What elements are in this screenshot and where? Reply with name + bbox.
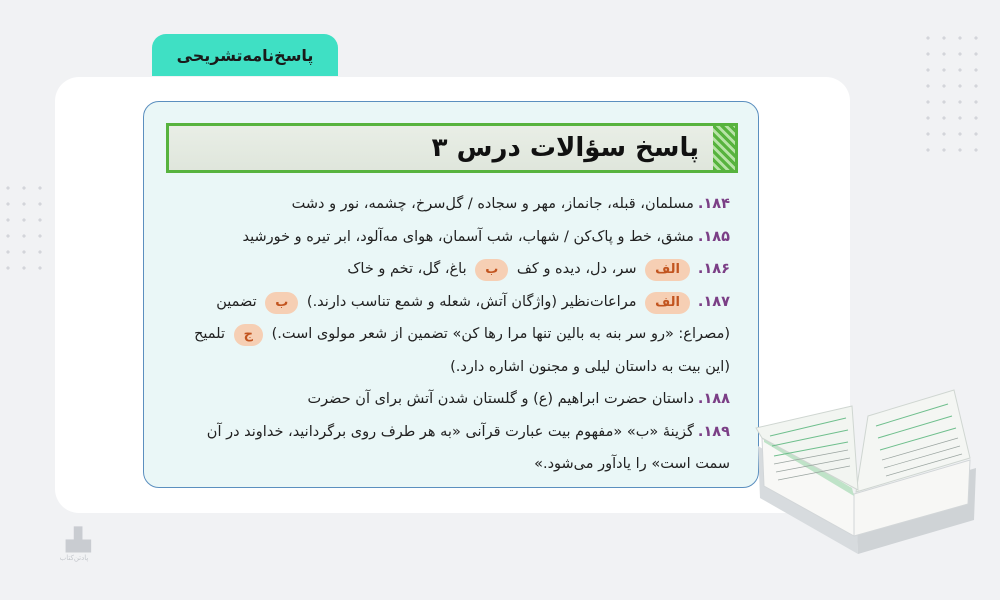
option-badge: ج [234,324,263,346]
answer-text: مراعات‌نظیر (واژگان آتش، شعله و شمع تناسب دارند.) [306,293,637,310]
answer-text: (مصراع: «رو سر بنه به بالین تنها مرا رها کن» تضمین از شعر مولوی است.) [271,326,730,342]
question-number: ۱۸۴. [697,196,730,212]
answer-text: (این بیت به داستان لیلی و مجنون اشاره دارد.) [450,358,730,375]
answer-text: گزینهٔ «ب» «مفهوم بیت عبارت قرآنی «به هر طرف روی برگردانید، خداوند در آن [206,423,694,440]
answer-text: داستان حضرت ابراهیم (ع) و گلستان شدن آتش برای آن حضرت [307,391,694,407]
question-number: ۱۸۷. [697,293,730,310]
answer-text: مسلمان، قبله، جانماز، مهر و سجاده / گل‌سرخ، چشمه، نور و دشت [291,196,694,212]
answer-line [158,351,730,384]
answer-text: باغ، گل، تخم و خاک [347,261,467,277]
answer-line [158,286,730,319]
title-stripe [713,126,735,170]
question-number: ۱۸۹. [697,423,730,440]
lesson-title-bar [166,123,738,173]
answer-text: سر، دل، دیده و کف [516,261,637,277]
answer-text: سمت است» را یادآور می‌شود.» [534,456,730,472]
question-number: ۱۸۸. [697,391,730,407]
decorative-dots [0,180,50,280]
publisher-logo [52,528,96,572]
logo-icon: ▗▙ [57,528,91,553]
answer-panel [143,101,759,488]
answer-text: تضمین [216,293,257,310]
option-badge: ب [475,259,508,281]
decorative-dots [920,30,990,160]
badge-label: پاسخ‌نامه‌تشریحی [176,45,314,65]
option-badge: الف [645,292,690,314]
book-illustration [748,386,980,556]
answer-text: مشق، خط و پاک‌کن / شهاب، شب آسمان، هوای مه‌آلود، ابر تیره و خورشید [242,228,694,245]
answer-line [158,318,730,351]
answer-line [158,221,730,254]
answer-line [158,448,730,481]
answer-line [158,253,730,286]
answer-line [158,188,730,221]
answer-key-badge [152,34,338,76]
option-badge: الف [645,259,690,281]
lesson-title: پاسخ سؤالات درس ۳ [431,133,699,163]
option-badge: ب [265,292,298,314]
answer-line [158,383,730,416]
answer-text: تلمیح [194,326,226,342]
question-number: ۱۸۵. [697,228,730,245]
logo-text: پادتن‌کتاب [59,554,89,562]
answers-list [158,188,730,481]
question-number: ۱۸۶. [697,261,730,277]
answer-line [158,416,730,449]
